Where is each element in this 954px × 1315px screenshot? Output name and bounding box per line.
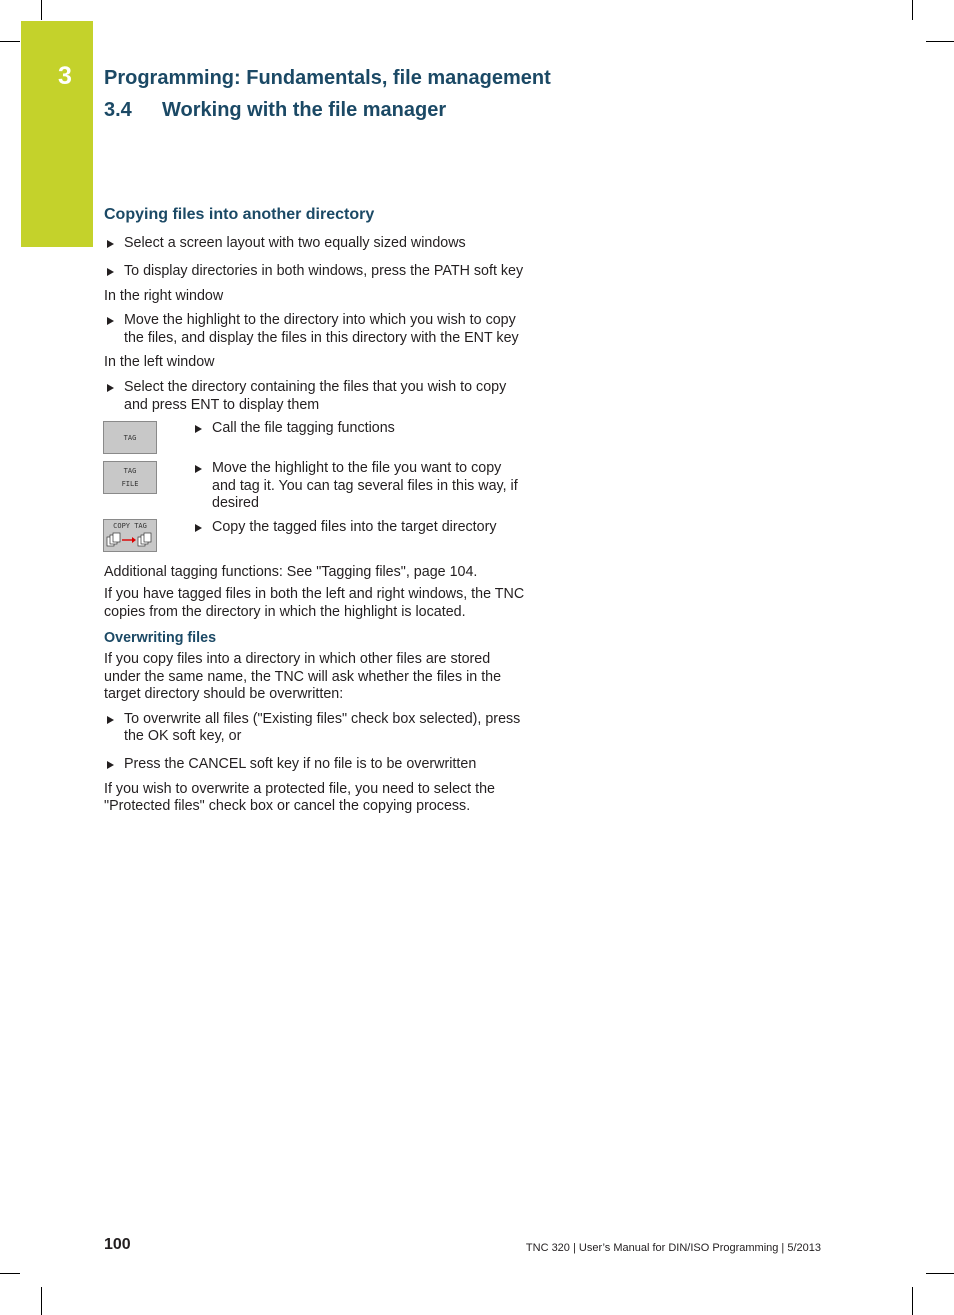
- crop-mark: [926, 41, 954, 42]
- step-text: and tag it. You can tag several files in this way, if: [212, 478, 518, 494]
- step-text: the files, and display the files in this directory with the ENT key: [124, 330, 519, 346]
- bullet-arrow-icon: [107, 384, 114, 392]
- step-text: Move the highlight to the file you want to copy: [212, 460, 502, 476]
- chapter-number: 3: [58, 62, 72, 90]
- copy-tag-softkey[interactable]: [103, 519, 157, 552]
- label-text: In the left window: [104, 354, 215, 370]
- softkey-label: FILE: [121, 480, 139, 488]
- paragraph: Additional tagging functions: See "Tagging files", page 104.: [104, 564, 478, 580]
- bullet-arrow-icon: [195, 524, 202, 532]
- section-title: Working with the file manager: [162, 99, 447, 121]
- paragraph: target directory should be overwritten:: [104, 686, 344, 702]
- step-text: To display directories in both windows, press the PATH soft key: [124, 263, 524, 279]
- paragraph: "Protected files" check box or cancel the copying process.: [104, 798, 471, 814]
- crop-mark: [926, 1273, 954, 1274]
- crop-mark: [912, 1287, 913, 1315]
- step-text: Move the highlight to the directory into which you wish to copy: [124, 312, 516, 328]
- subheading: Overwriting files: [104, 630, 217, 646]
- step-text: Select a screen layout with two equally sized windows: [124, 235, 466, 251]
- bullet-arrow-icon: [107, 716, 114, 724]
- step-text: Copy the tagged files into the target directory: [212, 519, 497, 535]
- section-number: 3.4: [104, 99, 132, 121]
- step-text: desired: [212, 495, 259, 511]
- step-text: Press the CANCEL soft key if no file is to be overwritten: [124, 756, 477, 772]
- copy-files-icon: [105, 531, 155, 549]
- step-text: the OK soft key, or: [124, 728, 242, 744]
- tag-softkey[interactable]: [103, 421, 157, 454]
- footer-text: TNC 320 | User’s Manual for DIN/ISO Programming | 5/2013: [525, 1242, 821, 1254]
- softkey-label: TAG: [123, 467, 137, 475]
- step-text: Call the file tagging functions: [212, 420, 395, 436]
- crop-mark: [912, 0, 913, 20]
- paragraph: under the same name, the TNC will ask whether the files in the: [104, 669, 502, 685]
- bullet-arrow-icon: [195, 465, 202, 473]
- bullet-arrow-icon: [107, 761, 114, 769]
- chapter-title: Programming: Fundamentals, file management: [104, 67, 551, 89]
- softkey-label: COPY TAG: [113, 522, 147, 530]
- crop-mark: [0, 1273, 20, 1274]
- paragraph: copies from the directory in which the highlight is located.: [104, 604, 466, 620]
- crop-mark: [41, 1287, 42, 1315]
- bullet-arrow-icon: [107, 240, 114, 248]
- page-number: 100: [104, 1236, 131, 1253]
- chapter-tab: [21, 21, 93, 247]
- label-text: In the right window: [104, 288, 224, 304]
- crop-mark: [0, 41, 20, 42]
- step-text: Select the directory containing the files that you wish to copy: [124, 379, 507, 395]
- crop-mark: [41, 0, 42, 20]
- paragraph: If you wish to overwrite a protected file, you need to select the: [104, 781, 495, 797]
- paragraph: If you copy files into a directory in which other files are stored: [104, 651, 491, 667]
- step-text: and press ENT to display them: [124, 397, 320, 413]
- bullet-arrow-icon: [107, 317, 114, 325]
- softkey-label: TAG: [123, 434, 137, 442]
- paragraph: If you have tagged files in both the left and right windows, the TNC: [104, 586, 525, 602]
- bullet-arrow-icon: [107, 268, 114, 276]
- bullet-arrow-icon: [195, 425, 202, 433]
- step-text: To overwrite all files ("Existing files" check box selected), press: [124, 711, 521, 727]
- section-heading: Copying files into another directory: [104, 206, 375, 223]
- tag-file-softkey[interactable]: [103, 461, 157, 494]
